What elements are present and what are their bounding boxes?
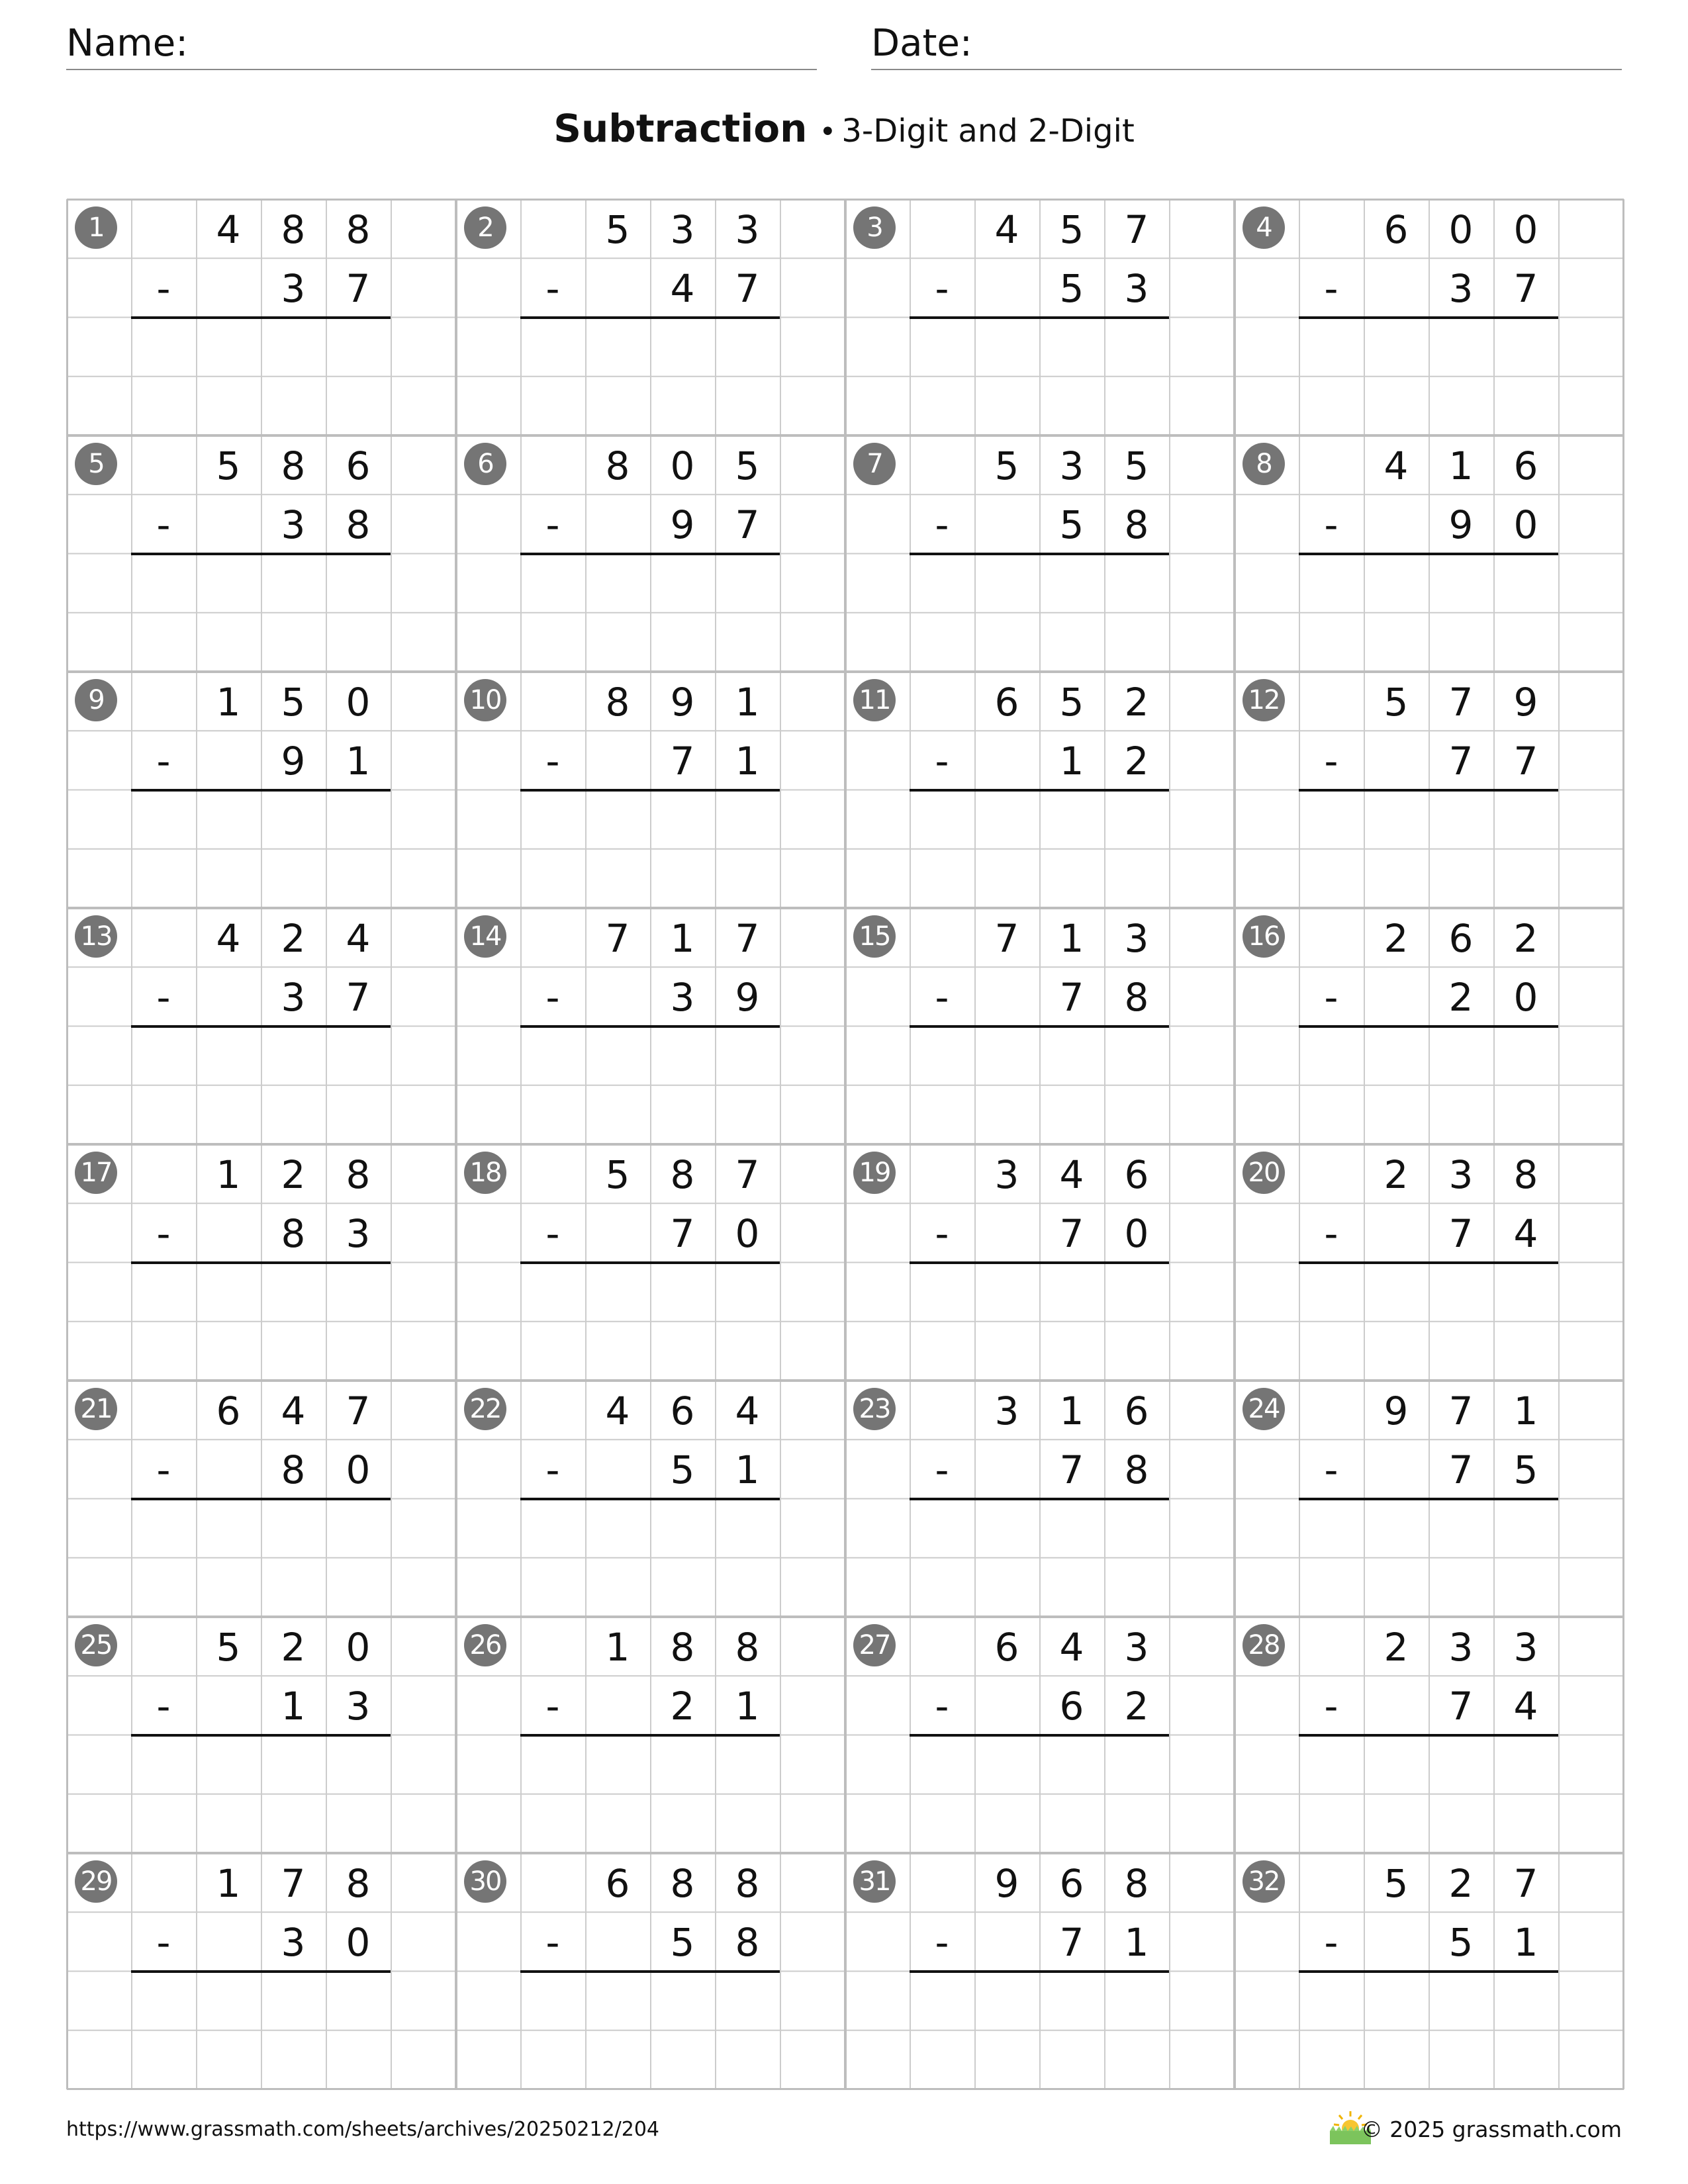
minus-sign: - <box>156 1919 171 1965</box>
minuend-digit: 4 <box>1383 443 1409 488</box>
subtrahend-digit: 9 <box>670 502 695 547</box>
minuend-digit: 7 <box>994 915 1019 961</box>
answer-rule <box>1299 553 1558 555</box>
minus-sign: - <box>1324 502 1338 547</box>
subtrahend-digit: 3 <box>346 1210 371 1256</box>
problem-number-badge: 9 <box>75 679 117 721</box>
footer-copyright: © 2025 grassmath.com <box>1360 2116 1622 2142</box>
minuend-digit: 7 <box>735 915 760 961</box>
minuend-digit: 0 <box>1513 206 1538 252</box>
answer-rule <box>910 789 1169 792</box>
subtrahend-digit: 8 <box>346 502 371 547</box>
subtrahend-digit: 3 <box>281 1919 306 1965</box>
subtrahend-digit: 5 <box>1059 265 1084 311</box>
subtrahend-digit: 1 <box>1124 1919 1149 1965</box>
answer-rule <box>520 553 780 555</box>
minuend-digit: 8 <box>1124 1860 1149 1906</box>
minuend-digit: 8 <box>346 1152 371 1197</box>
problem-number-badge: 10 <box>464 679 506 721</box>
subtrahend-digit: 6 <box>1059 1683 1084 1729</box>
answer-rule <box>1299 1970 1558 1973</box>
answer-rule <box>131 316 391 319</box>
subtrahend-digit: 1 <box>281 1683 306 1729</box>
minuend-digit: 9 <box>1383 1388 1409 1433</box>
minuend-digit: 8 <box>281 443 306 488</box>
subtrahend-digit: 0 <box>346 1447 371 1492</box>
minuend-digit: 5 <box>1383 679 1409 725</box>
answer-rule <box>1299 1498 1558 1500</box>
subtrahend-digit: 7 <box>1448 1210 1474 1256</box>
answer-rule <box>520 789 780 792</box>
problem-number-badge: 20 <box>1243 1152 1285 1194</box>
answer-rule <box>131 1970 391 1973</box>
subtrahend-digit: 7 <box>1513 738 1538 784</box>
minuend-digit: 5 <box>1059 206 1084 252</box>
subtrahend-digit: 9 <box>1448 502 1474 547</box>
subtrahend-digit: 7 <box>1059 974 1084 1020</box>
minuend-digit: 8 <box>346 1860 371 1906</box>
subtrahend-digit: 0 <box>1513 974 1538 1020</box>
subtrahend-digit: 1 <box>735 1447 760 1492</box>
minus-sign: - <box>935 738 949 784</box>
subtrahend-digit: 0 <box>735 1210 760 1256</box>
subtrahend-digit: 7 <box>670 738 695 784</box>
minuend-digit: 2 <box>1383 915 1409 961</box>
subtrahend-digit: 8 <box>1124 1447 1149 1492</box>
subtrahend-digit: 3 <box>670 974 695 1020</box>
subtrahend-digit: 0 <box>1124 1210 1149 1256</box>
minuend-digit: 1 <box>670 915 695 961</box>
subtrahend-digit: 2 <box>1124 738 1149 784</box>
title-separator: • <box>819 115 837 149</box>
problem-number-badge: 32 <box>1243 1860 1285 1903</box>
answer-rule <box>131 1734 391 1737</box>
minuend-digit: 1 <box>1059 915 1084 961</box>
minuend-digit: 2 <box>1383 1152 1409 1197</box>
minuend-digit: 4 <box>1059 1152 1084 1197</box>
minus-sign: - <box>545 1210 560 1256</box>
subtrahend-digit: 5 <box>670 1919 695 1965</box>
minuend-digit: 6 <box>1059 1860 1084 1906</box>
minus-sign: - <box>545 1683 560 1729</box>
minuend-digit: 2 <box>1448 1860 1474 1906</box>
subtrahend-digit: 5 <box>1448 1919 1474 1965</box>
minuend-digit: 7 <box>605 915 630 961</box>
subtrahend-digit: 9 <box>281 738 306 784</box>
minuend-digit: 1 <box>1059 1388 1084 1433</box>
subtrahend-digit: 1 <box>1059 738 1084 784</box>
minuend-digit: 6 <box>1124 1388 1149 1433</box>
minuend-digit: 5 <box>735 443 760 488</box>
subtrahend-digit: 7 <box>735 502 760 547</box>
title-main: Subtraction <box>553 106 808 151</box>
minuend-digit: 2 <box>1513 915 1538 961</box>
answer-rule <box>520 1970 780 1973</box>
minuend-digit: 1 <box>216 679 241 725</box>
answer-rule <box>520 1025 780 1028</box>
answer-rule <box>1299 316 1558 319</box>
minuend-digit: 7 <box>735 1152 760 1197</box>
subtrahend-digit: 7 <box>346 265 371 311</box>
problem-number-badge: 23 <box>853 1388 896 1430</box>
minuend-digit: 0 <box>346 679 371 725</box>
answer-rule <box>520 1734 780 1737</box>
minuend-digit: 1 <box>735 679 760 725</box>
minuend-digit: 1 <box>216 1860 241 1906</box>
minuend-digit: 5 <box>1059 679 1084 725</box>
answer-rule <box>910 1498 1169 1500</box>
minuend-digit: 2 <box>281 915 306 961</box>
minus-sign: - <box>935 1683 949 1729</box>
minuend-digit: 0 <box>1448 206 1474 252</box>
minuend-digit: 3 <box>1124 1624 1149 1670</box>
minuend-digit: 7 <box>1124 206 1149 252</box>
answer-rule <box>910 1734 1169 1737</box>
minuend-digit: 3 <box>1513 1624 1538 1670</box>
subtrahend-digit: 7 <box>1448 1683 1474 1729</box>
problem-number-badge: 12 <box>1243 679 1285 721</box>
minuend-digit: 7 <box>346 1388 371 1433</box>
problem-number-badge: 11 <box>853 679 896 721</box>
minus-sign: - <box>545 1919 560 1965</box>
minuend-digit: 4 <box>281 1388 306 1433</box>
problem-number-badge: 19 <box>853 1152 896 1194</box>
subtrahend-digit: 5 <box>670 1447 695 1492</box>
problem-number-badge: 24 <box>1243 1388 1285 1430</box>
minuend-digit: 3 <box>1448 1152 1474 1197</box>
title-subtitle: 3-Digit and 2-Digit <box>841 113 1135 150</box>
minus-sign: - <box>1324 1919 1338 1965</box>
answer-rule <box>131 1498 391 1500</box>
problem-number-badge: 2 <box>464 206 506 249</box>
subtrahend-digit: 3 <box>346 1683 371 1729</box>
subtrahend-digit: 7 <box>1448 1447 1474 1492</box>
minuend-digit: 4 <box>216 206 241 252</box>
subtrahend-digit: 8 <box>1124 502 1149 547</box>
minuend-digit: 6 <box>1124 1152 1149 1197</box>
minuend-digit: 8 <box>605 443 630 488</box>
minuend-digit: 3 <box>670 206 695 252</box>
minuend-digit: 3 <box>994 1388 1019 1433</box>
minuend-digit: 4 <box>735 1388 760 1433</box>
problem-number-badge: 26 <box>464 1624 506 1666</box>
subtrahend-digit: 4 <box>670 265 695 311</box>
problem-number-badge: 27 <box>853 1624 896 1666</box>
minuend-digit: 1 <box>216 1152 241 1197</box>
answer-rule <box>1299 789 1558 792</box>
subtrahend-digit: 3 <box>281 502 306 547</box>
subtrahend-digit: 4 <box>1513 1210 1538 1256</box>
problem-number-badge: 8 <box>1243 443 1285 485</box>
minus-sign: - <box>935 1447 949 1492</box>
minuend-digit: 6 <box>994 1624 1019 1670</box>
subtrahend-digit: 8 <box>735 1919 760 1965</box>
minuend-digit: 3 <box>1059 443 1084 488</box>
subtrahend-digit: 3 <box>281 974 306 1020</box>
minus-sign: - <box>1324 738 1338 784</box>
answer-rule <box>910 1970 1169 1973</box>
minuend-digit: 9 <box>1513 679 1538 725</box>
minuend-digit: 6 <box>670 1388 695 1433</box>
minus-sign: - <box>935 502 949 547</box>
minuend-digit: 3 <box>1124 915 1149 961</box>
minuend-digit: 0 <box>346 1624 371 1670</box>
problem-number-badge: 30 <box>464 1860 506 1903</box>
minuend-digit: 1 <box>1448 443 1474 488</box>
minuend-digit: 8 <box>281 206 306 252</box>
minus-sign: - <box>545 1447 560 1492</box>
minuend-digit: 5 <box>605 1152 630 1197</box>
minuend-digit: 9 <box>670 679 695 725</box>
minuend-digit: 1 <box>605 1624 630 1670</box>
minus-sign: - <box>156 265 171 311</box>
minuend-digit: 8 <box>670 1624 695 1670</box>
minuend-digit: 3 <box>994 1152 1019 1197</box>
subtrahend-digit: 7 <box>1059 1447 1084 1492</box>
minuend-digit: 6 <box>346 443 371 488</box>
minuend-digit: 7 <box>281 1860 306 1906</box>
subtrahend-digit: 7 <box>346 974 371 1020</box>
minuend-digit: 5 <box>994 443 1019 488</box>
subtrahend-digit: 7 <box>1059 1919 1084 1965</box>
minuend-digit: 6 <box>1448 915 1474 961</box>
problem-number-badge: 4 <box>1243 206 1285 249</box>
minus-sign: - <box>1324 974 1338 1020</box>
subtrahend-digit: 2 <box>1124 1683 1149 1729</box>
problem-number-badge: 17 <box>75 1152 117 1194</box>
subtrahend-digit: 1 <box>346 738 371 784</box>
minuend-digit: 8 <box>670 1152 695 1197</box>
answer-rule <box>520 1261 780 1264</box>
minus-sign: - <box>545 265 560 311</box>
minuend-digit: 8 <box>735 1624 760 1670</box>
problem-number-badge: 13 <box>75 915 117 958</box>
minuend-digit: 6 <box>605 1860 630 1906</box>
minuend-digit: 1 <box>1513 1388 1538 1433</box>
subtrahend-digit: 7 <box>1448 738 1474 784</box>
subtrahend-digit: 3 <box>1448 265 1474 311</box>
minus-sign: - <box>935 265 949 311</box>
minuend-digit: 5 <box>1124 443 1149 488</box>
name-field[interactable] <box>66 24 817 70</box>
date-label: Date: <box>871 22 972 65</box>
minuend-digit: 6 <box>994 679 1019 725</box>
problem-number-badge: 21 <box>75 1388 117 1430</box>
subtrahend-digit: 2 <box>1448 974 1474 1020</box>
subtrahend-digit: 8 <box>281 1210 306 1256</box>
subtrahend-digit: 7 <box>670 1210 695 1256</box>
answer-rule <box>1299 1261 1558 1264</box>
answer-rule <box>910 553 1169 555</box>
minuend-digit: 5 <box>216 443 241 488</box>
minuend-digit: 2 <box>1383 1624 1409 1670</box>
minuend-digit: 4 <box>1059 1624 1084 1670</box>
problem-number-badge: 29 <box>75 1860 117 1903</box>
answer-rule <box>131 1025 391 1028</box>
minuend-digit: 7 <box>1448 1388 1474 1433</box>
subtrahend-digit: 8 <box>281 1447 306 1492</box>
minuend-digit: 6 <box>216 1388 241 1433</box>
answer-rule <box>131 789 391 792</box>
problem-number-badge: 5 <box>75 443 117 485</box>
minuend-digit: 5 <box>281 679 306 725</box>
minuend-digit: 8 <box>670 1860 695 1906</box>
subtrahend-digit: 0 <box>346 1919 371 1965</box>
minuend-digit: 4 <box>994 206 1019 252</box>
minuend-digit: 4 <box>216 915 241 961</box>
problem-number-badge: 3 <box>853 206 896 249</box>
answer-rule <box>520 1498 780 1500</box>
problem-number-badge: 16 <box>1243 915 1285 958</box>
subtrahend-digit: 9 <box>735 974 760 1020</box>
subtrahend-digit: 2 <box>670 1683 695 1729</box>
minus-sign: - <box>545 502 560 547</box>
minus-sign: - <box>1324 265 1338 311</box>
problem-number-badge: 25 <box>75 1624 117 1666</box>
minuend-digit: 9 <box>994 1860 1019 1906</box>
subtrahend-digit: 8 <box>1124 974 1149 1020</box>
minuend-digit: 2 <box>1124 679 1149 725</box>
subtrahend-digit: 1 <box>735 1683 760 1729</box>
answer-rule <box>910 1261 1169 1264</box>
answer-rule <box>131 553 391 555</box>
footer-url: https://www.grassmath.com/sheets/archives/20250212/204 <box>66 2118 660 2141</box>
subtrahend-digit: 3 <box>1124 265 1149 311</box>
minus-sign: - <box>156 1210 171 1256</box>
subtrahend-digit: 7 <box>1513 265 1538 311</box>
problem-number-badge: 22 <box>464 1388 506 1430</box>
problem-number-badge: 31 <box>853 1860 896 1903</box>
minus-sign: - <box>1324 1210 1338 1256</box>
minuend-digit: 2 <box>281 1624 306 1670</box>
minus-sign: - <box>156 738 171 784</box>
minuend-digit: 4 <box>605 1388 630 1433</box>
minuend-digit: 3 <box>735 206 760 252</box>
minuend-digit: 7 <box>1448 679 1474 725</box>
minus-sign: - <box>545 974 560 1020</box>
problem-grid <box>66 199 1623 2089</box>
answer-rule <box>520 316 780 319</box>
minus-sign: - <box>1324 1683 1338 1729</box>
minuend-digit: 8 <box>1513 1152 1538 1197</box>
minus-sign: - <box>935 974 949 1020</box>
subtrahend-digit: 5 <box>1059 502 1084 547</box>
problem-number-badge: 14 <box>464 915 506 958</box>
subtrahend-digit: 5 <box>1513 1447 1538 1492</box>
minus-sign: - <box>935 1210 949 1256</box>
answer-rule <box>1299 1025 1558 1028</box>
subtrahend-digit: 7 <box>1059 1210 1084 1256</box>
subtrahend-digit: 7 <box>735 265 760 311</box>
problem-number-badge: 18 <box>464 1152 506 1194</box>
problem-number-badge: 7 <box>853 443 896 485</box>
minus-sign: - <box>156 1447 171 1492</box>
minus-sign: - <box>156 1683 171 1729</box>
answer-rule <box>910 316 1169 319</box>
minus-sign: - <box>156 502 171 547</box>
subtrahend-digit: 1 <box>1513 1919 1538 1965</box>
problem-number-badge: 1 <box>75 206 117 249</box>
minuend-digit: 6 <box>1513 443 1538 488</box>
minuend-digit: 8 <box>735 1860 760 1906</box>
minuend-digit: 5 <box>216 1624 241 1670</box>
minus-sign: - <box>1324 1447 1338 1492</box>
minuend-digit: 2 <box>281 1152 306 1197</box>
name-label: Name: <box>66 22 189 65</box>
problem-number-badge: 6 <box>464 443 506 485</box>
subtrahend-digit: 0 <box>1513 502 1538 547</box>
minus-sign: - <box>935 1919 949 1965</box>
minuend-digit: 5 <box>605 206 630 252</box>
subtrahend-digit: 3 <box>281 265 306 311</box>
minuend-digit: 8 <box>346 206 371 252</box>
subtrahend-digit: 1 <box>735 738 760 784</box>
subtrahend-digit: 4 <box>1513 1683 1538 1729</box>
problem-number-badge: 28 <box>1243 1624 1285 1666</box>
minuend-digit: 7 <box>1513 1860 1538 1906</box>
minuend-digit: 3 <box>1448 1624 1474 1670</box>
minuend-digit: 5 <box>1383 1860 1409 1906</box>
answer-rule <box>131 1261 391 1264</box>
date-field[interactable] <box>871 24 1622 70</box>
problem-number-badge: 15 <box>853 915 896 958</box>
minus-sign: - <box>545 738 560 784</box>
minuend-digit: 4 <box>346 915 371 961</box>
worksheet-title <box>0 106 1688 151</box>
minuend-digit: 6 <box>1383 206 1409 252</box>
minuend-digit: 8 <box>605 679 630 725</box>
answer-rule <box>1299 1734 1558 1737</box>
minus-sign: - <box>156 974 171 1020</box>
minuend-digit: 0 <box>670 443 695 488</box>
answer-rule <box>910 1025 1169 1028</box>
